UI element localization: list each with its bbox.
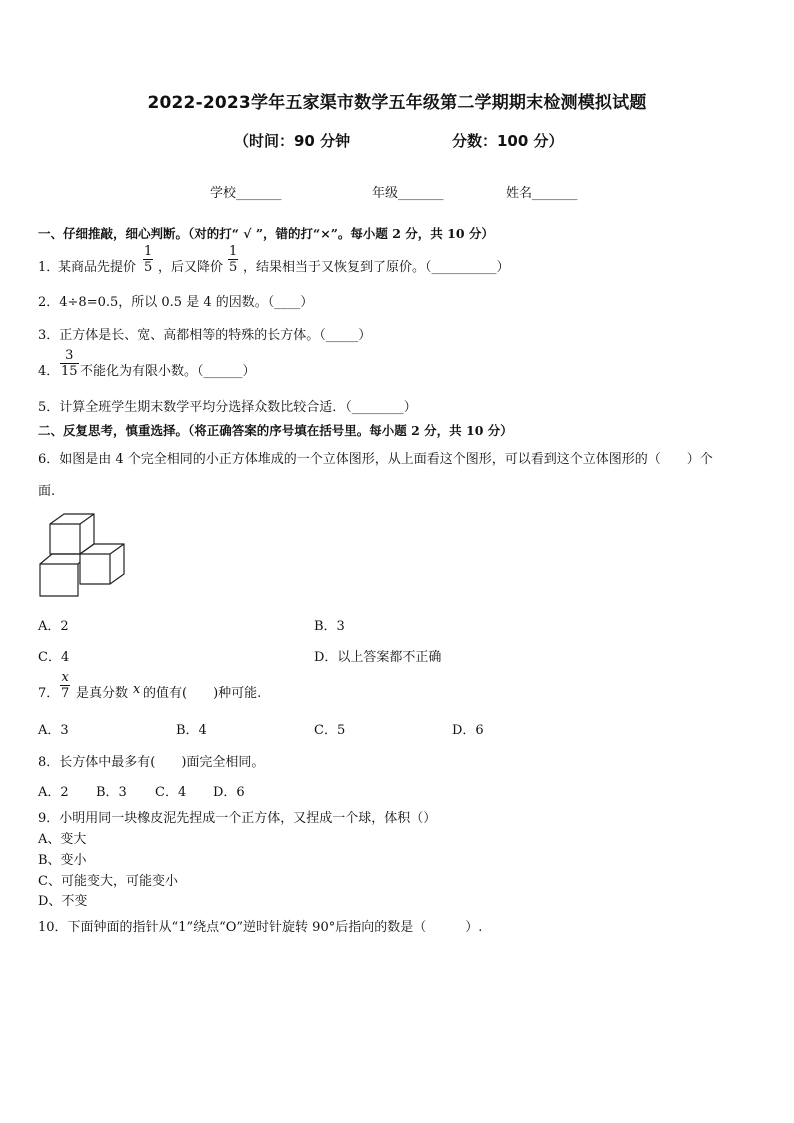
cubes-figure xyxy=(36,510,132,600)
q4-text: 不能化为有限小数。（______） xyxy=(80,364,256,379)
q6-option-b: B．3 xyxy=(314,619,345,634)
q7-option-b: B．4 xyxy=(176,723,207,738)
q1-fraction-1-denominator: 5 xyxy=(144,260,153,275)
q1-fraction-1 xyxy=(143,244,153,275)
q7-text-a: 是真分数 xyxy=(76,686,129,701)
q1-fraction-2-numerator: 1 xyxy=(229,244,238,259)
time-label: （时间：90 分钟 xyxy=(234,132,351,150)
q7-option-a: A．3 xyxy=(38,723,69,738)
q8-option-a: A．2 xyxy=(38,785,69,800)
page-title: 2022-2023学年五家渠市数学五年级第二学期期末检测模拟试题 xyxy=(147,93,647,113)
question-10: 10．下面钟面的指针从“1”绕点“O”逆时针旋转 90°后指向的数是（ ）. xyxy=(38,920,483,935)
question-5: 5．计算全班学生期末数学平均分选择众数比较合适．（________） xyxy=(38,400,417,415)
q9-option-c: C、可能变大，可能变小 xyxy=(38,874,178,889)
q9-option-b: B、变小 xyxy=(38,853,87,868)
q1-fraction-1-numerator: 1 xyxy=(144,244,153,259)
q7-option-d: D．6 xyxy=(452,723,484,738)
grade-field: 年级_______ xyxy=(372,186,444,201)
q1-fraction-2-denominator: 5 xyxy=(229,260,238,275)
q6-option-d: D．以上答案都不正确 xyxy=(314,650,442,665)
q1-text-a: 某商品先提价 xyxy=(58,260,137,275)
q7-number: 7． xyxy=(38,686,60,701)
section1-heading: 一、仔细推敲，细心判断。（对的打“ √ ”，错的打“×”。每小题 2 分，共 10 分） xyxy=(38,226,494,241)
q7-option-c: C．5 xyxy=(314,723,346,738)
q8-option-b: B．3 xyxy=(96,785,127,800)
q4-fraction-denominator: 15 xyxy=(61,364,78,379)
name-field: 姓名_______ xyxy=(506,186,578,201)
q4-fraction xyxy=(60,348,79,379)
q8-option-c: C．4 xyxy=(155,785,187,800)
q7-variable: x xyxy=(133,682,141,697)
q6-option-c: C．4 xyxy=(38,650,70,665)
question-6-line1: 6．如图是由 4 个完全相同的小正方体堆成的一个立体图形，从上面看这个图形，可以看到这个立体图形的（ ）个 xyxy=(38,452,713,467)
q9-option-d: D、不变 xyxy=(38,894,88,909)
q7-fraction xyxy=(60,670,70,701)
school-field: 学校_______ xyxy=(210,186,282,201)
question-6-line2: 面. xyxy=(38,484,56,499)
score-label: 分数：100 分） xyxy=(452,132,564,150)
q7-fraction-denominator: 7 xyxy=(61,686,70,701)
section2-heading: 二、反复思考，慎重选择。（将正确答案的序号填在括号里。每小题 2 分，共 10 分） xyxy=(38,423,513,438)
q4-number: 4． xyxy=(38,364,60,379)
q8-option-d: D．6 xyxy=(213,785,245,800)
q7-fraction-numerator: x xyxy=(61,670,69,685)
q1-number: 1． xyxy=(38,260,60,275)
question-2: 2．4÷8=0.5，所以 0.5 是 4 的因数。（____） xyxy=(38,295,314,310)
question-3: 3．正方体是长、宽、高都相等的特殊的长方体。（_____） xyxy=(38,328,372,343)
q9-option-a: A、变大 xyxy=(38,832,87,847)
q4-fraction-numerator: 3 xyxy=(65,348,74,363)
question-8: 8．长方体中最多有( )面完全相同。 xyxy=(38,755,265,770)
q1-text-c: ，结果相当于又恢复到了原价。（__________） xyxy=(243,260,510,275)
q1-fraction-2 xyxy=(228,244,238,275)
q1-text-b: ，后又降价 xyxy=(158,260,224,275)
question-9: 9．小明用同一块橡皮泥先捏成一个正方体，又捏成一个球，体积（） xyxy=(38,811,437,826)
q7-text-b: 的值有( )种可能. xyxy=(143,686,262,701)
q6-option-a: A．2 xyxy=(38,619,69,634)
